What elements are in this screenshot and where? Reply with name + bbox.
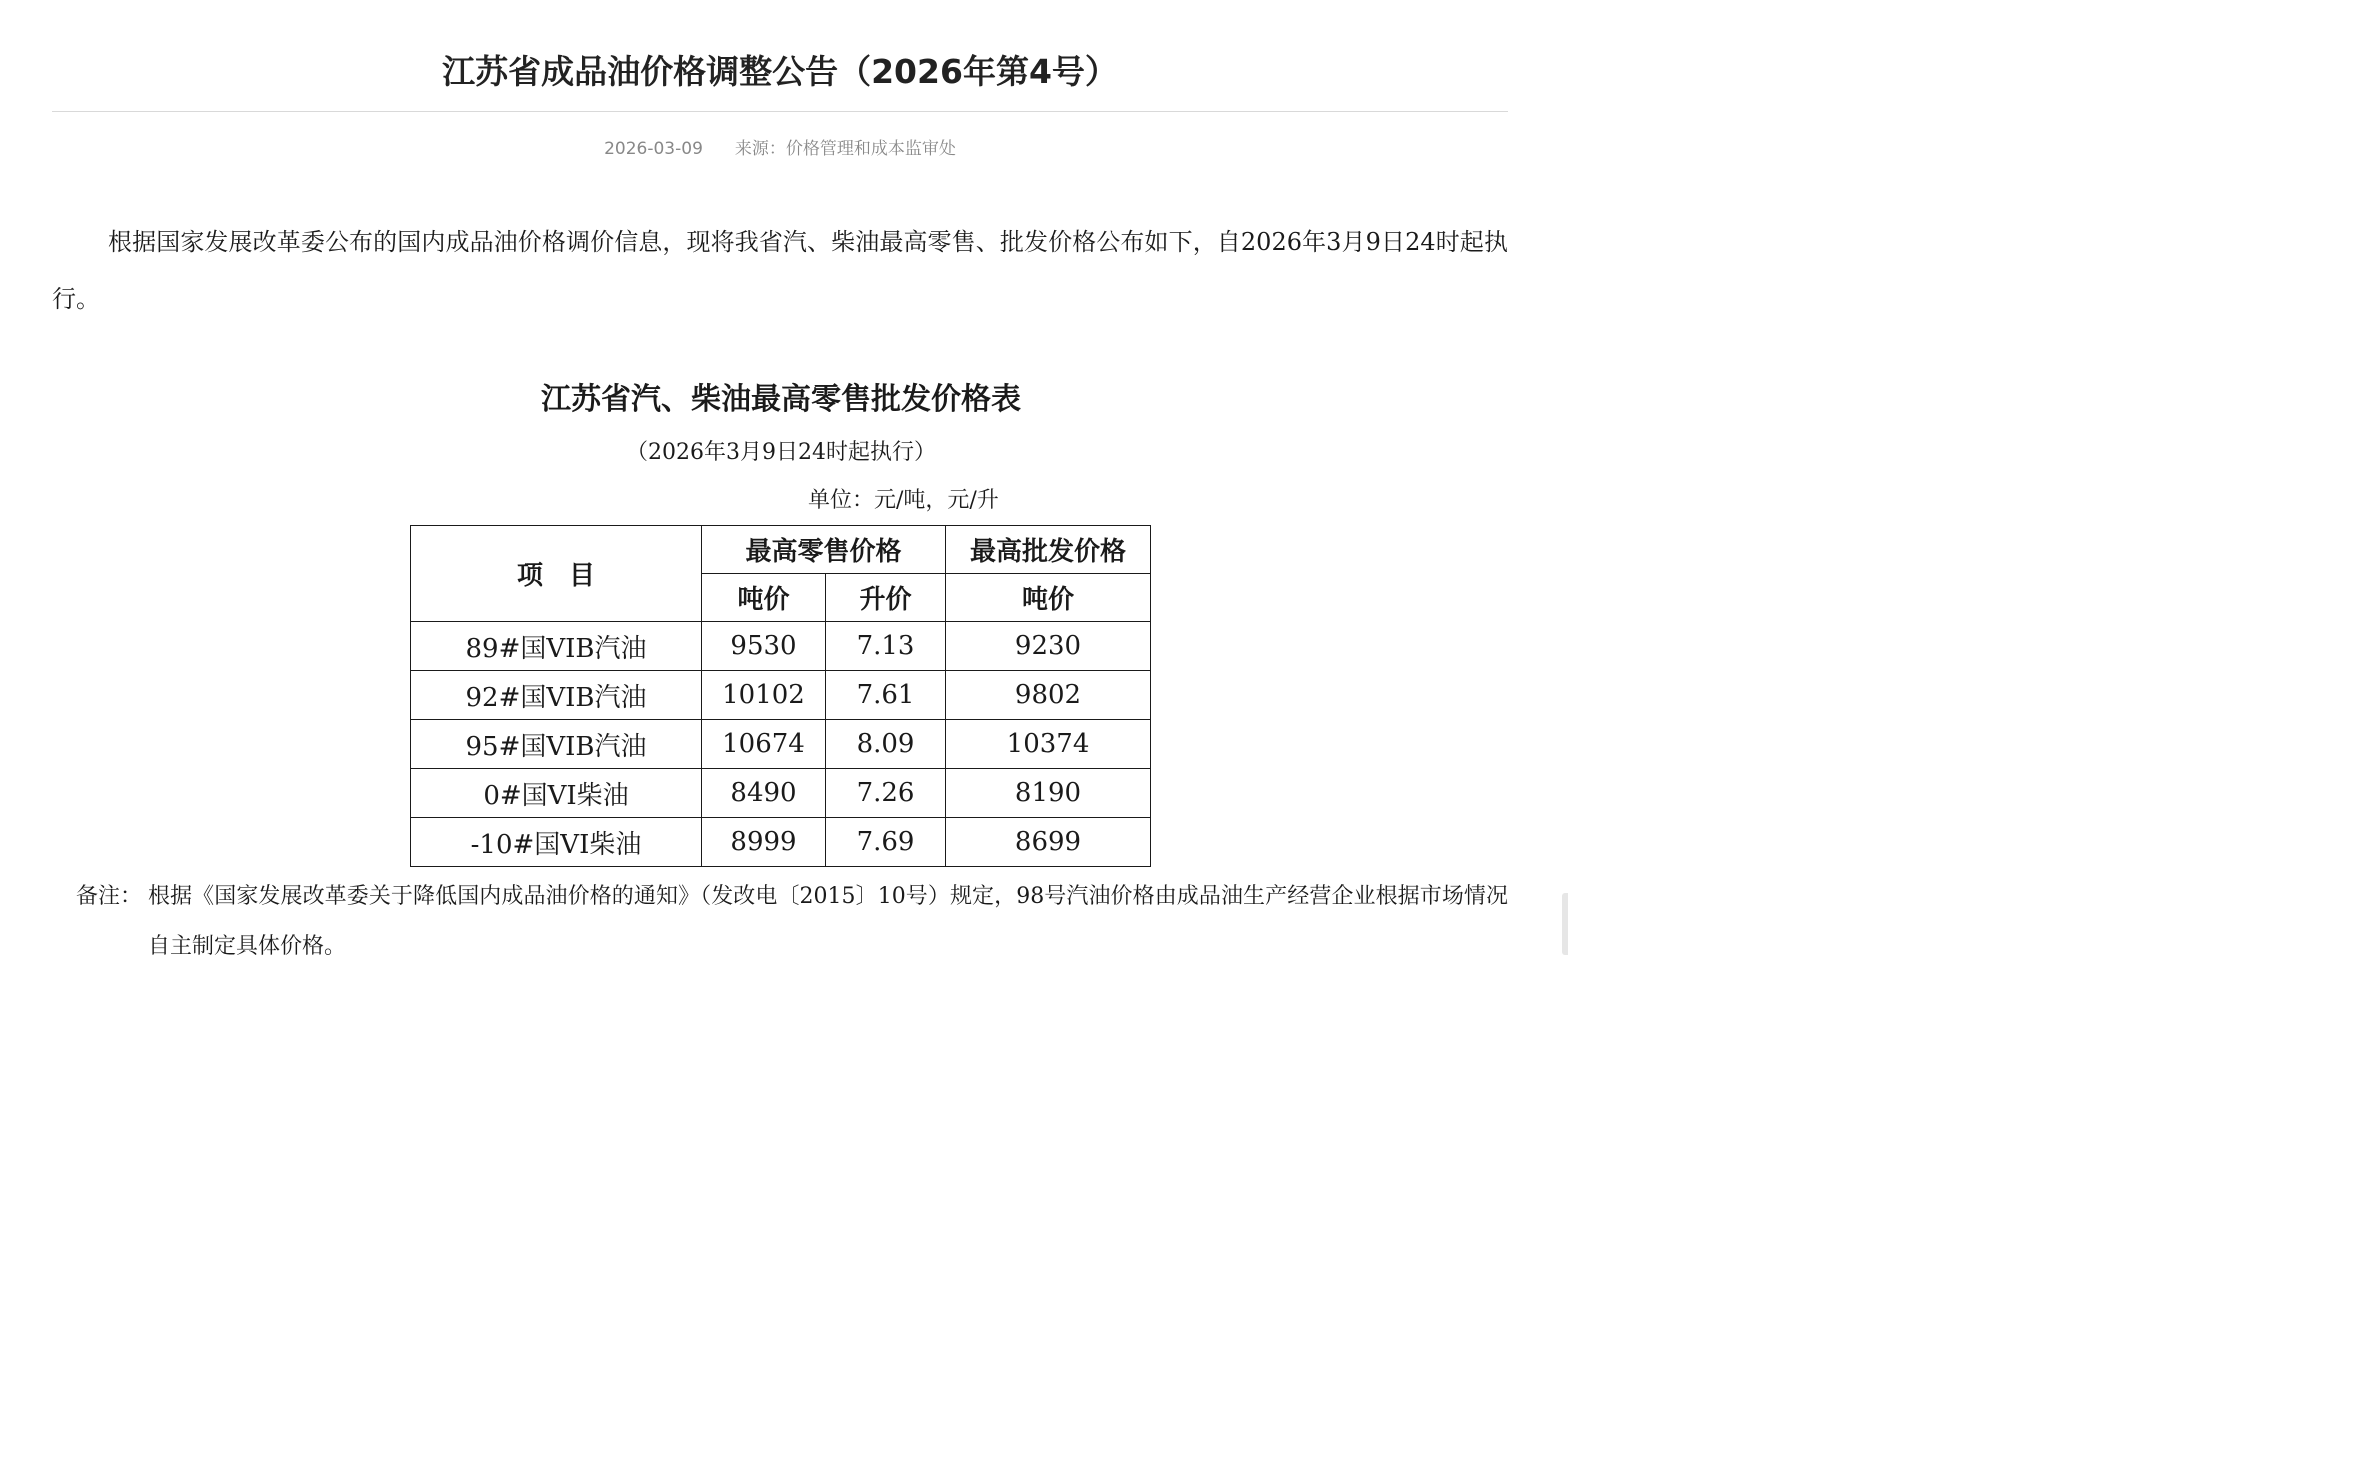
retail-liter-cell: 7.26 [826,769,946,818]
retail-ton-cell: 9530 [702,622,826,671]
notes-section [76,872,1508,972]
fuel-item-cell: 0#国VI柴油 [411,769,702,818]
retail-ton-cell: 8999 [702,818,826,867]
intro-paragraph: 根据国家发展改革委公布的国内成品油价格调价信息，现将我省汽、柴油最高零售、批发价格公布如下，自2026年3月9日24时起执行。 [52,228,1508,313]
retail-liter-cell: 7.13 [826,622,946,671]
wholesale-ton-cell: 8699 [946,818,1151,867]
wholesale-ton-header: 吨价 [946,574,1151,622]
article-source: 来源：价格管理和成本监审处 [734,139,956,159]
table-subtitle: （2026年3月9日24时起执行） [626,440,936,465]
retail-liter-header: 升价 [826,574,946,622]
table-row [411,720,1151,769]
retail-ton-cell: 8490 [702,769,826,818]
fuel-item-cell: 92#国VIB汽油 [411,671,702,720]
fuel-item-cell: -10#国VI柴油 [411,818,702,867]
header-row-1 [411,526,1151,574]
notes-text: 根据《国家发展改革委关于降低国内成品油价格的通知》（发改电〔2015〕10号）规定，98号汽油价格由成品油生产经营企业根据市场情况自主制定具体价格。 [148,884,1508,959]
table-row [411,671,1151,720]
publish-date: 2026-03-09 [604,139,703,159]
wholesale-ton-cell: 8190 [946,769,1151,818]
retail-liter-cell: 8.09 [826,720,946,769]
notes-label: 备注： [76,884,143,909]
wholesale-price-header: 最高批发价格 [946,526,1151,574]
retail-ton-cell: 10674 [702,720,826,769]
table-row [411,622,1151,671]
fuel-item-cell: 89#国VIB汽油 [411,622,702,671]
wholesale-ton-cell: 10374 [946,720,1151,769]
table-row [411,769,1151,818]
article-meta [0,134,1560,164]
page-scrollbar[interactable] [1562,893,1568,955]
item-column-header: 项 目 [411,526,702,622]
unit-label: 单位：元/吨，元/升 [808,488,999,513]
fuel-item-cell: 95#国VIB汽油 [411,720,702,769]
retail-price-header: 最高零售价格 [702,526,946,574]
retail-ton-header: 吨价 [702,574,826,622]
title-divider [52,111,1508,112]
retail-liter-cell: 7.69 [826,818,946,867]
retail-ton-cell: 10102 [702,671,826,720]
wholesale-ton-cell: 9802 [946,671,1151,720]
retail-liter-cell: 7.61 [826,671,946,720]
table-row [411,818,1151,867]
table-title: 江苏省汽、柴油最高零售批发价格表 [541,382,1021,417]
wholesale-ton-cell: 9230 [946,622,1151,671]
price-table [410,525,1151,867]
page-title: 江苏省成品油价格调整公告（2026年第4号） [442,52,1118,92]
